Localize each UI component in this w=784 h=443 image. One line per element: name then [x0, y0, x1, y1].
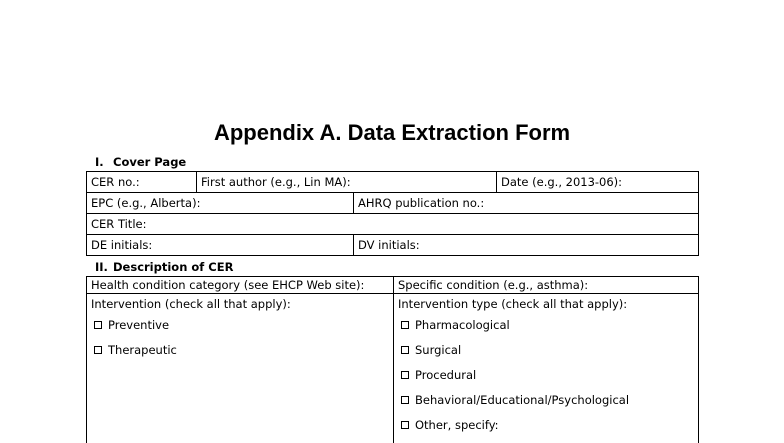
specific-condition-field[interactable]: Specific condition (e.g., asthma):: [393, 276, 699, 294]
option-label: Preventive: [108, 318, 170, 332]
section-heading-description: [95, 260, 233, 274]
section-number: II.: [95, 260, 108, 274]
ahrq-publication-field[interactable]: AHRQ publication no.:: [353, 192, 699, 214]
option-label: Therapeutic: [108, 343, 177, 357]
section-label: Cover Page: [113, 155, 187, 169]
intervention-box: [86, 293, 394, 443]
checkbox-pharmacological[interactable]: [401, 318, 510, 332]
cer-no-field[interactable]: CER no.:: [86, 171, 197, 193]
checkbox-icon[interactable]: [401, 346, 409, 354]
dv-initials-field[interactable]: DV initials:: [353, 234, 699, 256]
checkbox-icon[interactable]: [401, 371, 409, 379]
health-condition-field[interactable]: Health condition category (see EHCP Web site):: [86, 276, 394, 294]
de-initials-field[interactable]: DE initials:: [86, 234, 354, 256]
checkbox-therapeutic[interactable]: [94, 343, 177, 357]
checkbox-behavioral[interactable]: [401, 393, 629, 407]
checkbox-other[interactable]: [401, 418, 499, 432]
date-field[interactable]: Date (e.g., 2013-06):: [496, 171, 699, 193]
section-label: Description of CER: [113, 260, 234, 274]
checkbox-icon[interactable]: [401, 396, 409, 404]
page-title: Appendix A. Data Extraction Form: [213, 120, 571, 145]
checkbox-procedural[interactable]: [401, 368, 476, 382]
section-heading-cover-page: [95, 155, 186, 169]
option-label: Other, specify:: [415, 418, 499, 432]
option-label: Surgical: [415, 343, 462, 357]
first-author-field[interactable]: First author (e.g., Lin MA):: [196, 171, 497, 193]
intervention-label: Intervention (check all that apply):: [91, 297, 291, 311]
option-label: Behavioral/Educational/Psychological: [415, 393, 630, 407]
section-number: I.: [95, 155, 104, 169]
checkbox-icon[interactable]: [401, 421, 409, 429]
checkbox-preventive[interactable]: [94, 318, 169, 332]
checkbox-surgical[interactable]: [401, 343, 461, 357]
cer-title-field[interactable]: CER Title:: [86, 213, 699, 235]
epc-field[interactable]: EPC (e.g., Alberta):: [86, 192, 354, 214]
option-label: Procedural: [415, 368, 477, 382]
checkbox-icon[interactable]: [401, 321, 409, 329]
intervention-type-label: Intervention type (check all that apply):: [398, 297, 628, 311]
checkbox-icon[interactable]: [94, 346, 102, 354]
checkbox-icon[interactable]: [94, 321, 102, 329]
option-label: Pharmacological: [415, 318, 510, 332]
